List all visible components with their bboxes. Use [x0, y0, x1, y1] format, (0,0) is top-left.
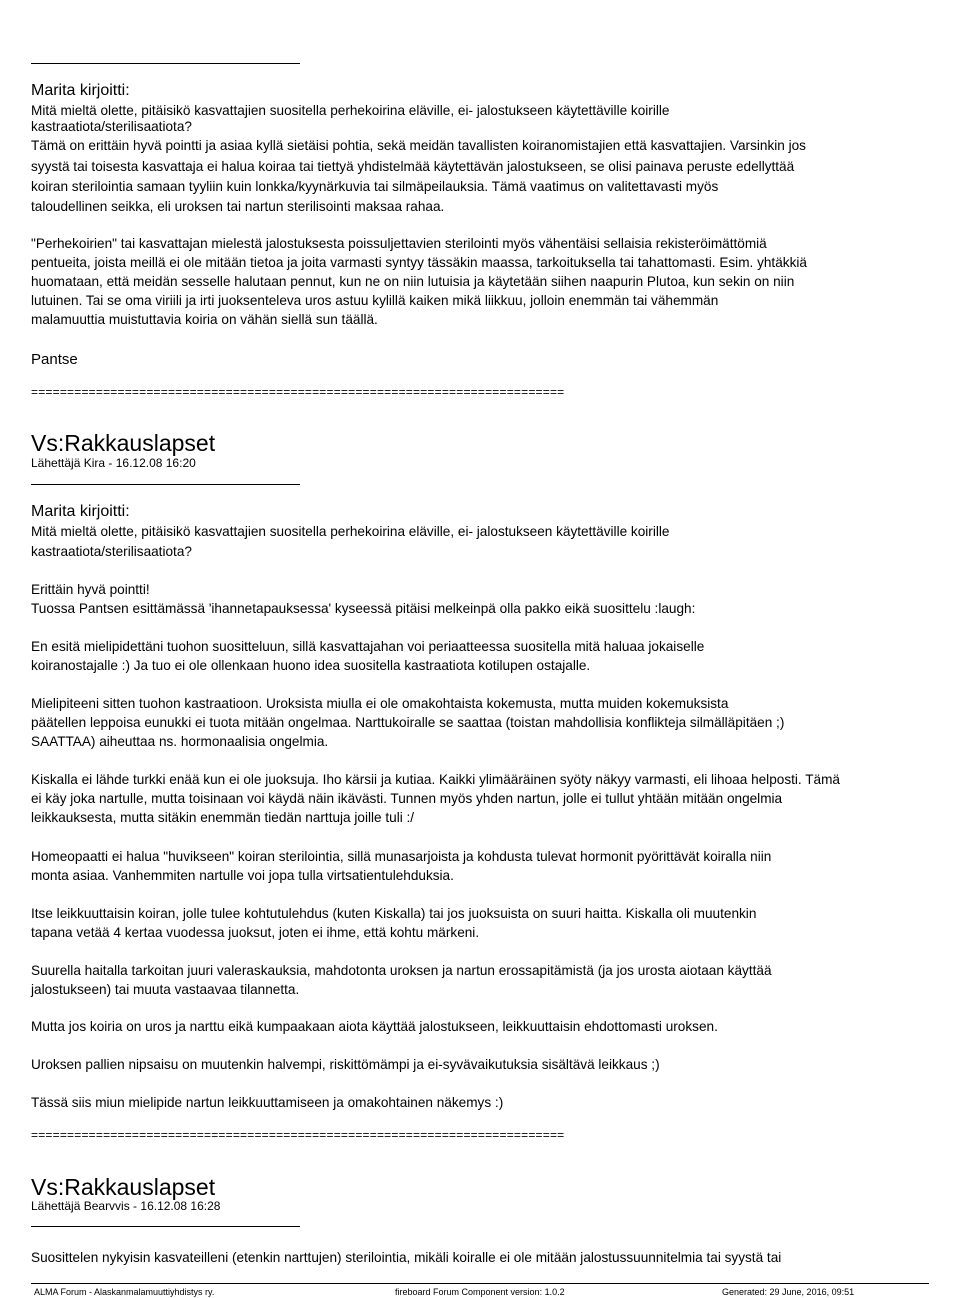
post-2-paragraph: [31, 638, 704, 676]
page-footer: [31, 1283, 929, 1298]
paragraph-line: lutuinen. Tai se oma viriili ja irti juoksenteleva uros astuu kylillä kaiken mikä liikkuu, jolloin enemmän tai vähemmän: [31, 293, 719, 308]
paragraph-line: päätellen leppoisa eunukki ei tuota mitään ongelmaa. Narttukoiralle se saattaa (toistan mahdollisia konflikteja silmälläpitäen ;): [31, 715, 785, 731]
paragraph-line: "Perhekoirien" tai kasvattajan mielestä jalostuksesta poissuljettavien sterilointi myös vähentäisi sellaisia rekisteröimättömiä: [31, 236, 767, 251]
post-divider: [31, 1226, 300, 1227]
post-separator: ==========================================================================: [31, 1128, 565, 1142]
paragraph-line: koiran sterilointia samaan tyyliin kuin lonkka/kyynärkuvia tai silmäpeilauksia. Tämä vaatimus on valitettavasti myös: [31, 179, 719, 195]
post-2-paragraph: [31, 1094, 503, 1113]
post-meta: Lähettäjä Kira - 16.12.08 16:20: [31, 456, 196, 470]
paragraph-line: Itse leikkuuttaisin koiran, jolle tulee kohtutulehdus (kuten Kiskalla) tai jos juoksuista on suuri haitta. Kiskalla oli muutenkin: [31, 906, 757, 921]
footer-site-name: ALMA Forum - Alaskanmalamuuttiyhdistys ry.: [34, 1287, 215, 1297]
post-2-paragraph: [31, 771, 840, 829]
paragraph-line: En esitä mielipidettäni tuohon suositteluun, sillä kasvattajahan voi periaatteessa suositella mitä haluaa jokaiselle: [31, 639, 705, 654]
paragraph-line: tapana vetää 4 kertaa vuodessa juoksut, joten ei ihme, että kohtu märkeni.: [31, 925, 480, 941]
post-2-paragraph: [31, 962, 772, 1000]
quote-line: kastraatiota/sterilisaatiota?: [31, 544, 192, 560]
paragraph-line: Suurella haitalla tarkoitan juuri valeraskauksia, mahdotonta uroksen ja nartun erossapitämistä (ja jos urosta aiotaan käyttää: [31, 963, 772, 978]
post-2-paragraph: [31, 1018, 718, 1037]
quote-intro: Marita kirjoitti:: [31, 82, 130, 99]
paragraph-line: koiranostajalle :) Ja tuo ei ole ollenkaan huono idea suositella kastraatiota kotilupen ostajalle.: [31, 658, 591, 674]
paragraph-line: Homeopaatti ei halua "huvikseen" koiran sterilointia, sillä munasarjoista ja kohdusta tulevat hormonit pyörittävät koiralla niin: [31, 849, 772, 864]
signature: Pantse: [31, 351, 78, 368]
paragraph-line: syystä tai toisesta kasvattaja ei halua koiraa tai tiettyä yhdistelmää käytettävän jalostukseen, se olisi painava peruste edellyttää: [31, 159, 795, 175]
paragraph-line: Uroksen pallien nipsaisu on muutenkin halvempi, riskittömämpi ja ei-syvävaikutuksia sisältävä leikkaus ;): [31, 1057, 660, 1072]
footer-component-version: fireboard Forum Component version: 1.0.2: [395, 1287, 565, 1297]
post-body-1: [31, 82, 806, 218]
paragraph-line: huomataan, että meidän sesselle halutaan pennut, kun ne on niin lutuisia ja käytetään siihen naapurin Plutoa, kun sekin on niin: [31, 274, 795, 289]
quote-line: Mitä mieltä olette, pitäisikö kasvattajien suositella perhekoirina eläville, ei- jalostukseen käytettäville koirille: [31, 103, 670, 119]
paragraph-line: Tuossa Pantsen esittämässä 'ihannetapauksessa' kyseessä pitäisi melkeinpä olla pakko eikä suosittelu :laugh:: [31, 601, 696, 617]
paragraph-line: taloudellinen seikka, eli uroksen tai nartun sterilisointi maksaa rahaa.: [31, 199, 445, 215]
top-divider: [31, 63, 300, 64]
paragraph-line: Erittäin hyvä pointti!: [31, 582, 150, 597]
paragraph-line: Kiskalla ei lähde turkki enää kun ei ole juoksuja. Iho kärsii ja kutiaa. Kaikki ylimääräinen syöty näkyy varmasti, eli lihoaa helposti. Tämä: [31, 772, 840, 787]
post-separator: ==========================================================================: [31, 385, 565, 399]
paragraph-line: jalostukseen) tai muuta vastaavaa tilannetta.: [31, 982, 300, 998]
paragraph-line: Tässä siis miun mielipide nartun leikkuuttamiseen ja omakohtainen näkemys :): [31, 1095, 504, 1110]
paragraph-line: Tämä on erittäin hyvä pointti ja asiaa kyllä sietäisi pohtia, sekä meidän tavallisten koiranomistajien että kasvattajien. Varsinkin jos: [31, 138, 806, 154]
paragraph-line: Mutta jos koiria on uros ja narttu eikä kumpaakaan aiota käyttää jalostukseen, leikkuuttaisin ehdottomasti uroksen.: [31, 1019, 718, 1034]
post-title: Vs:Rakkauslapset: [31, 430, 216, 456]
quote-line: Mitä mieltä olette, pitäisikö kasvattajien suositella perhekoirina eläville, ei- jalostukseen käytettäville koirille: [31, 524, 670, 540]
footer-generated-date: Generated: 29 June, 2016, 09:51: [722, 1287, 855, 1297]
post-2-paragraph: [31, 695, 784, 753]
paragraph-line: Mielipiteeni sitten tuohon kastraatioon. Uroksista miulla ei ole omakohtaista kokemusta, mutta muiden kokemuksista: [31, 696, 729, 711]
post-divider: [31, 484, 300, 485]
post-title: Vs:Rakkauslapset: [31, 1174, 216, 1200]
paragraph-line: malamuuttia muistuttavia koiria on vähän siellä sun täällä.: [31, 312, 378, 327]
post-body-2: [31, 503, 669, 562]
post-2-paragraph: [31, 905, 756, 943]
quote-intro: Marita kirjoitti:: [31, 503, 130, 520]
post-2-paragraph: [31, 848, 771, 886]
post-2-paragraph: [31, 581, 695, 619]
paragraph-line: monta asiaa. Vanhemmiten nartulle voi jopa tulla virtsatientulehduksia.: [31, 868, 454, 884]
paragraph-line: ei käy joka nartulle, mutta toisinaan voi käydä näin ikävästi. Tunnen myös yhden nartun, jolle ei tullut yhtään mitään ongelmia: [31, 791, 783, 807]
paragraph-line: SAATTAA) aiheuttaa ns. hormonaalisia ongelmia.: [31, 734, 329, 750]
quote-line: kastraatiota/sterilisaatiota?: [31, 119, 192, 135]
paragraph-line: leikkauksesta, mutta sitäkin enemmän tiedän narttuja joille tuli :/: [31, 810, 415, 826]
post-meta: Lähettäjä Bearvvis - 16.12.08 16:28: [31, 1199, 221, 1213]
paragraph-line: pentueita, joista meillä ei ole mitään tietoa ja joita varmasti syntyy tässäkin maassa, tarkoituksella tai tahattomasti. Esim. yhtäkkiä: [31, 255, 807, 270]
post-body-1-paragraph-2: [31, 235, 807, 330]
paragraph-line: Suosittelen nykyisin kasvateilleni (etenkin narttujen) sterilointia, mikäli koiralle ei ole mitään jalostussuunnitelmia tai syystä tai: [31, 1250, 782, 1265]
post-2-paragraph: [31, 1056, 660, 1075]
